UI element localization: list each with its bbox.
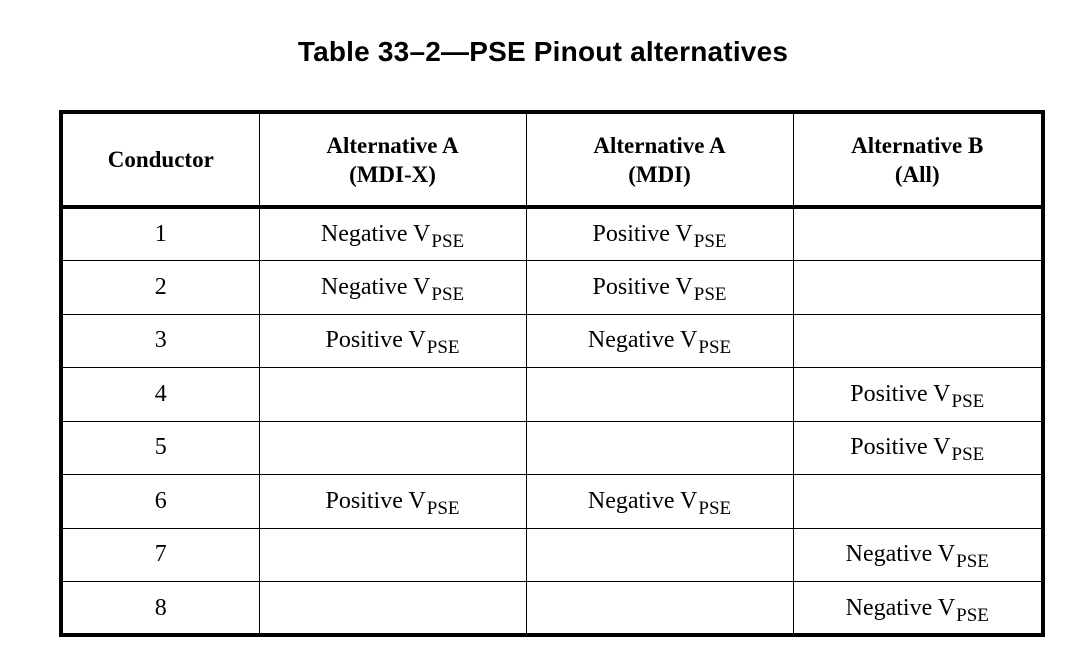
voltage-subscript: PSE — [426, 497, 460, 519]
alt-a-mdix-cell — [259, 582, 526, 636]
conductor-cell: 5 — [63, 421, 259, 475]
table-row — [63, 582, 1041, 636]
alt-b-cell — [793, 207, 1041, 261]
alt-a-mdix-cell — [259, 207, 526, 261]
polarity-label: Negative V — [845, 541, 956, 568]
header-alt-a-mdi-line2: (MDI) — [628, 161, 691, 187]
header-alt-b-line1: Alternative B — [851, 132, 984, 158]
polarity-label: Positive V — [592, 273, 693, 300]
conductor-cell: 7 — [63, 528, 259, 582]
alt-a-mdi-cell — [526, 475, 793, 529]
voltage-subscript: PSE — [698, 337, 732, 359]
table-body — [63, 207, 1041, 635]
table-row — [63, 528, 1041, 582]
alt-a-mdi-cell — [526, 528, 793, 582]
polarity-label: Negative V — [320, 273, 431, 300]
table-row — [63, 207, 1041, 261]
alt-a-mdix-cell — [259, 421, 526, 475]
voltage-subscript: PSE — [431, 231, 465, 252]
polarity-label: Positive V — [325, 327, 426, 354]
alt-b-cell — [793, 582, 1041, 636]
conductor-cell: 2 — [63, 261, 259, 315]
header-alt-a-mdi — [526, 114, 793, 207]
alt-a-mdix-cell — [259, 528, 526, 582]
polarity-label: Negative V — [587, 327, 698, 354]
voltage-subscript: PSE — [956, 605, 989, 626]
alt-b-cell — [793, 314, 1041, 368]
table-row — [63, 261, 1041, 315]
pinout-table-frame — [59, 110, 1045, 637]
table-row — [63, 368, 1041, 422]
alt-a-mdix-cell — [259, 261, 526, 315]
alt-b-cell — [793, 261, 1041, 315]
alt-a-mdix-cell — [259, 368, 526, 422]
header-alt-a-mdix-line2: (MDI-X) — [349, 161, 436, 187]
table-row — [63, 314, 1041, 368]
header-alt-a-mdi-line1: Alternative A — [593, 132, 726, 158]
alt-a-mdi-cell — [526, 207, 793, 261]
polarity-label: Positive V — [850, 380, 951, 407]
pinout-table — [63, 114, 1041, 635]
alt-a-mdi-cell — [526, 582, 793, 636]
voltage-subscript: PSE — [951, 390, 985, 412]
alt-b-cell — [793, 528, 1041, 582]
alt-a-mdix-cell — [259, 314, 526, 368]
conductor-cell: 8 — [63, 582, 259, 636]
conductor-cell: 3 — [63, 314, 259, 368]
conductor-cell: 1 — [63, 207, 259, 261]
header-row — [63, 114, 1041, 207]
header-alt-b-line2: (All) — [894, 161, 940, 187]
header-alt-a-mdix-line1: Alternative A — [326, 132, 459, 158]
table-row — [63, 421, 1041, 475]
polarity-label: Positive V — [325, 487, 426, 514]
header-conductor — [63, 114, 259, 207]
alt-a-mdi-cell — [526, 421, 793, 475]
polarity-label: Negative V — [587, 487, 698, 514]
conductor-cell: 4 — [63, 368, 259, 422]
alt-b-cell — [793, 421, 1041, 475]
table-row — [63, 475, 1041, 529]
voltage-subscript: PSE — [951, 444, 985, 466]
polarity-label: Negative V — [845, 595, 956, 621]
voltage-subscript: PSE — [693, 283, 727, 305]
header-alt-a-mdix — [259, 114, 526, 207]
polarity-label: Positive V — [592, 221, 693, 247]
alt-a-mdi-cell — [526, 314, 793, 368]
polarity-label: Positive V — [850, 434, 951, 461]
conductor-cell: 6 — [63, 475, 259, 529]
voltage-subscript: PSE — [431, 283, 465, 305]
voltage-subscript: PSE — [698, 497, 732, 519]
alt-a-mdi-cell — [526, 261, 793, 315]
alt-b-cell — [793, 475, 1041, 529]
voltage-subscript: PSE — [426, 337, 460, 359]
alt-a-mdix-cell — [259, 475, 526, 529]
header-conductor-label: Conductor — [107, 147, 214, 172]
voltage-subscript: PSE — [693, 231, 727, 252]
alt-b-cell — [793, 368, 1041, 422]
polarity-label: Negative V — [320, 221, 431, 247]
voltage-subscript: PSE — [956, 551, 989, 573]
table-title: Table 33–2—PSE Pinout alternatives — [297, 36, 789, 67]
header-alt-b — [793, 114, 1041, 207]
alt-a-mdi-cell — [526, 368, 793, 422]
